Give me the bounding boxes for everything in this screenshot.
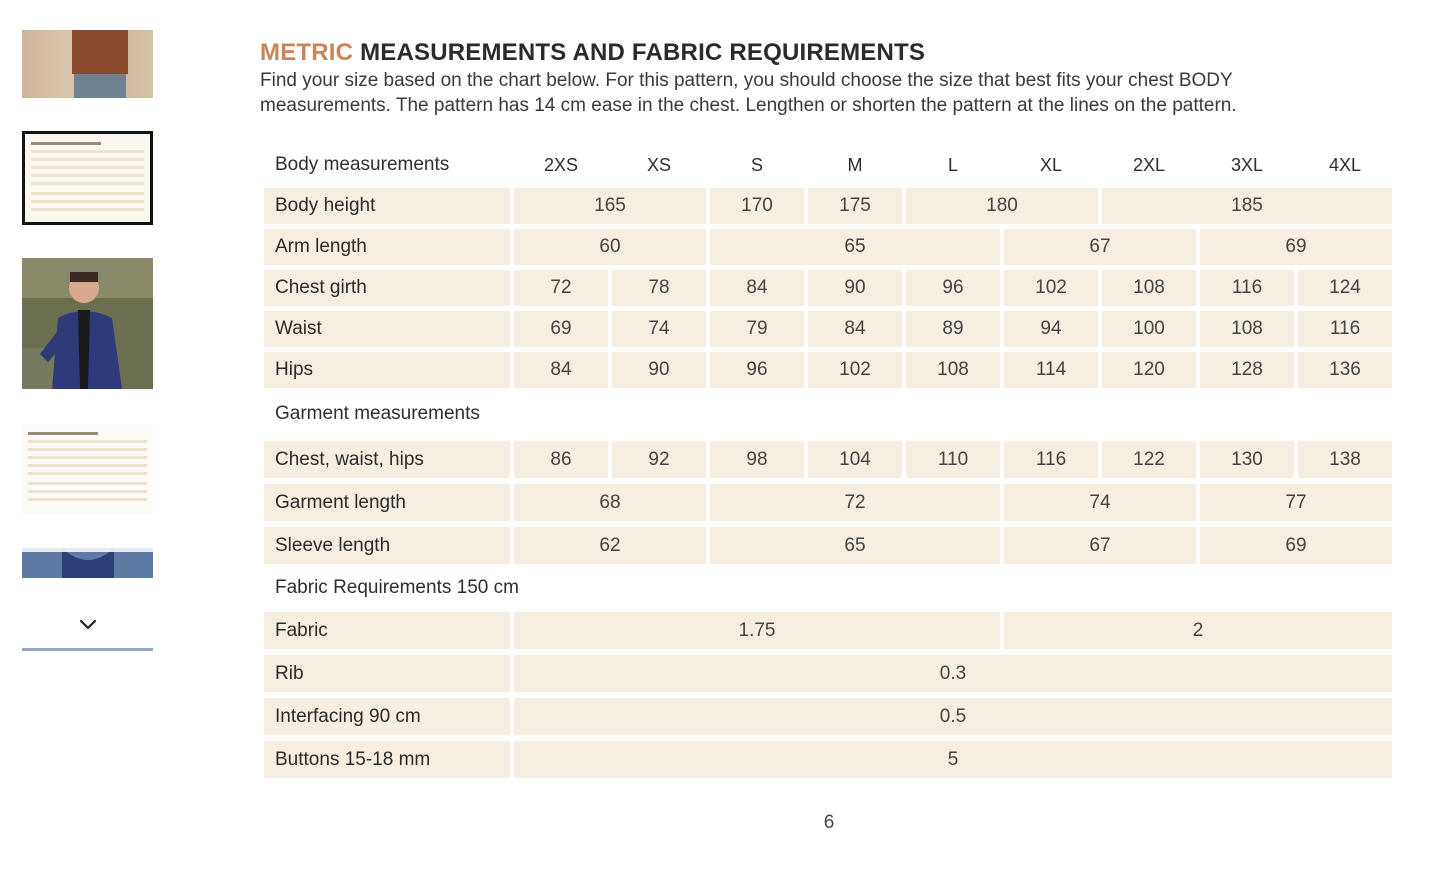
row-label-arm-length: Arm length [264,229,510,265]
page-title [260,38,1395,68]
table-cell: 2 [1004,612,1392,649]
thumbnail-strip [22,0,154,660]
table-cell: 138 [1298,441,1392,478]
table-cell: 74 [1004,484,1196,521]
row-label-hips: Hips [264,352,510,388]
thumbnail-next-peek[interactable] [22,648,153,651]
size-header: S [750,155,763,175]
row-label-body-height: Body height [264,188,510,224]
table-cell: 67 [1004,527,1196,564]
table-cell: 79 [710,311,804,347]
table-cell: 74 [612,311,706,347]
size-header: M [847,155,863,175]
mini-row [28,448,147,451]
cardigan-detail-illustration [22,548,153,578]
table-cell: 110 [906,441,1000,478]
page-number: 6 [823,812,835,833]
size-chart-table [264,145,1392,781]
table-cell: 170 [710,188,804,224]
mini-row [31,200,144,203]
size-header: 2XL [1132,155,1166,175]
mini-row [28,490,147,493]
size-header: XL [1039,155,1063,175]
table-cell: 0.3 [514,655,1392,692]
table-cell: 120 [1102,352,1196,388]
table-cell: 67 [1004,229,1196,265]
row-label-garment-length: Garment length [264,484,510,521]
table-cell: 108 [1200,311,1294,347]
table-cell: 185 [1102,188,1392,224]
table-cell: 175 [808,188,902,224]
table-cell: 5 [514,741,1392,778]
table-cell: 65 [710,527,1000,564]
mini-row [28,498,147,501]
row-label-rib: Rib [264,655,510,692]
mini-row [28,464,147,467]
table-cell: 90 [808,270,902,306]
table-cell: 90 [612,352,706,388]
table-cell: 104 [808,441,902,478]
mini-row [31,158,144,161]
table-cell: 77 [1200,484,1392,521]
mini-row [28,482,147,485]
title-rest: MEASUREMENTS AND FABRIC REQUIREMENTS [360,39,926,66]
mini-title [28,432,98,435]
title-accent: METRIC [260,39,354,66]
table-cell: 92 [612,441,706,478]
mini-title [31,142,101,145]
mini-row [31,208,144,211]
thumbnail-size-chart-selected[interactable] [22,131,153,225]
table-cell: 65 [710,229,1000,265]
thumbnail-pants-shape [74,74,126,98]
table-cell: 116 [1200,270,1294,306]
row-label-waist: Waist [264,311,510,347]
mini-row [31,192,144,195]
table-cell: 69 [1200,527,1392,564]
row-label-fabric: Fabric [264,612,510,649]
table-cell: 78 [612,270,706,306]
size-header: L [947,155,958,175]
table-cell: 108 [906,352,1000,388]
table-cell: 100 [1102,311,1196,347]
table-cell: 124 [1298,270,1392,306]
table-cell: 1.75 [514,612,1000,649]
row-label-buttons: Buttons 15-18 mm [264,741,510,778]
table-cell: 89 [906,311,1000,347]
table-cell: 84 [808,311,902,347]
document-page [260,38,1395,118]
table-cell: 62 [514,527,706,564]
thumbnail-shirt-shape [72,30,128,74]
table-cell: 130 [1200,441,1294,478]
table-cell: 136 [1298,352,1392,388]
table-cell: 108 [1102,270,1196,306]
size-header: 3XL [1230,155,1264,175]
table-cell: 69 [514,311,608,347]
mini-row [31,174,144,177]
mini-row [28,472,147,475]
section-fabric-requirements: Fabric Requirements 150 cm [275,577,519,598]
chevron-down-icon[interactable] [76,614,100,636]
size-header: XS [646,155,671,175]
row-label-chest-waist-hips: Chest, waist, hips [264,441,510,478]
table-cell: 114 [1004,352,1098,388]
row-label-chest-girth: Chest girth [264,270,510,306]
size-header: 4XL [1328,155,1362,175]
intro-text-line-1: Find your size based on the chart below. For this pattern, you should choose the size that best fits your chest BODY [260,70,1233,91]
table-cell: 102 [808,352,902,388]
mini-row [28,440,147,443]
table-cell: 165 [514,188,706,224]
table-cell: 0.5 [514,698,1392,735]
thumbnail-photo-model-cardigan[interactable] [22,258,153,389]
size-header: 2XS [543,155,579,175]
table-cell: 72 [710,484,1000,521]
table-cell: 116 [1298,311,1392,347]
table-cell: 98 [710,441,804,478]
table-cell: 86 [514,441,608,478]
table-cell: 94 [1004,311,1098,347]
table-cell: 96 [710,352,804,388]
table-cell: 72 [514,270,608,306]
mini-row [31,150,144,153]
row-label-sleeve-length: Sleeve length [264,527,510,564]
table-cell: 69 [1200,229,1392,265]
table-cell: 122 [1102,441,1196,478]
header-body-measurements: Body measurements [275,154,450,175]
table-cell: 128 [1200,352,1294,388]
section-garment-measurements: Garment measurements [275,403,480,424]
table-cell: 84 [710,270,804,306]
model-photo-illustration [22,258,153,389]
mini-row [28,456,147,459]
table-cell: 180 [906,188,1098,224]
table-cell: 102 [1004,270,1098,306]
table-cell: 96 [906,270,1000,306]
table-cell: 60 [514,229,706,265]
mini-row [31,166,144,169]
intro-text-line-2: measurements. The pattern has 14 cm ease in the chest. Lengthen or shorten the pattern at the lines on the pattern. [260,95,1237,116]
thumbnail-size-chart-imperial[interactable] [22,424,153,514]
table-cell: 68 [514,484,706,521]
mini-row [31,182,144,185]
table-cell: 116 [1004,441,1098,478]
thumbnail-photo-model-standing[interactable] [22,30,153,98]
row-label-interfacing: Interfacing 90 cm [264,698,510,735]
table-cell: 84 [514,352,608,388]
thumbnail-photo-cardigan-detail[interactable] [22,548,153,578]
